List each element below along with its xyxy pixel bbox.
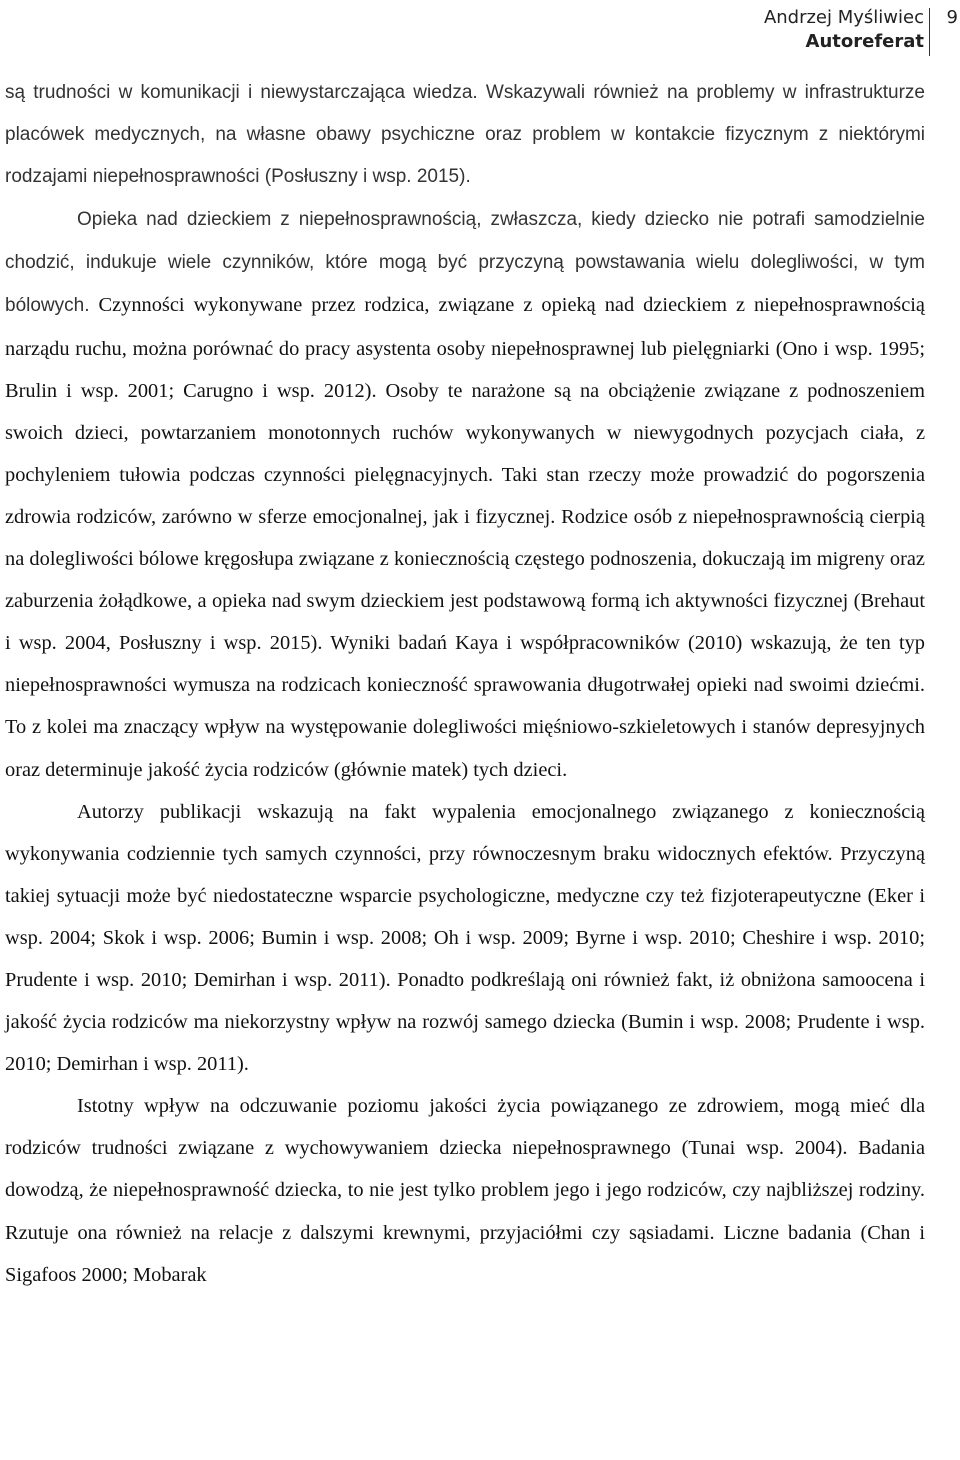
paragraph-text-sans: Opieka nad dzieckiem z niepełnosprawnością, zwłaszcza, kiedy dziecko nie potrafi samodzielnie chodzić, indukuje wiele czynników, które mogą być przyczyną powstawania wielu dolegliwości, w tym bólowych. bbox=[5, 209, 925, 317]
header-title: Autoreferat bbox=[805, 31, 924, 52]
paragraph-care-burden bbox=[5, 198, 925, 790]
paragraph-text: Czynności wykonywane przez rodzica, związane z opieką nad dzieckiem z niepełnosprawnością narządu ruchu, można porównać do pracy asystenta osoby niepełnosprawnej lub pielęgniarki (Ono i wsp. 1995; Brulin i wsp. 2001; Carugno i wsp. 2012). Osoby te narażone są na obciążenie związane z podnoszeniem swoich dzieci, powtarzaniem monotonnych ruchów wykonywanych w niewygodnych pozycjach ciała, z pochyleniem tułowia podczas czynności pielęgnacyjnych. Taki stan rzeczy może prowadzić do pogorszenia zdrowia rodziców, zarówno w sferze emocjonalnej, jak i fizycznej. Rodzice osób z niepełnosprawnością cierpią na dolegliwości bólowe kręgosłupa związane z koniecznością częstego podnoszenia, dokuczają im migreny oraz zaburzenia żołądkowe, a opieka nad swym dzieckiem jest podstawową formą ich aktywności fizycznej (Brehaut i wsp. 2004, Posłuszny i wsp. 2015). Wyniki badań Kaya i współpracowników (2010) wskazują, że ten typ niepełnosprawności wymusza na rodzicach konieczność sprawowania długotrwałej opieki nad swoimi dziećmi. To z kolei ma znaczący wpływ na występowanie dolegliwości mięśniowo-szkieletowych i stanów depresyjnych oraz determinuje jakość życia rodziców (głównie matek) tych dzieci. bbox=[5, 294, 925, 781]
page-number: 9 bbox=[946, 7, 958, 28]
paragraph-text: Istotny wpływ na odczuwanie poziomu jakości życia powiązanego ze zdrowiem, mogą mieć dla rodziców trudności związane z wychowywaniem dziecka niepełnosprawnego (Tunai wsp. 2004). Badania dowodzą, że niepełnosprawność dziecka, to nie jest tylko problem jego i jego rodziców, czy najbliższej rodziny. Rzutuje ona również na relacje z dalszymi krewnymi, przyjaciółmi czy sąsiadami. Liczne badania (Chan i Sigafoos 2000; Mobarak bbox=[5, 1095, 925, 1286]
header-author: Andrzej Myśliwiec bbox=[763, 7, 924, 28]
paragraph-text: Autorzy publikacji wskazują na fakt wypalenia emocjonalnego związanego z koniecznością wykonywania codziennie tych samych czynności, przy równoczesnym braku widocznych efektów. Przyczyną takiej sytuacji może być niedostateczne wsparcie psychologiczne, medyczne czy też fizjoterapeutyczne (Eker i wsp. 2004; Skok i wsp. 2006; Bumin i wsp. 2008; Oh i wsp. 2009; Byrne i wsp. 2010; Cheshire i wsp. 2010; Prudente i wsp. 2010; Demirhan i wsp. 2011). Ponadto podkreślają oni również fakt, iż obniżona samoocena i jakość życia rodziców ma niekorzystny wpływ na rozwój samego dziecka (Bumin i wsp. 2008; Prudente i wsp. 2010; Demirhan i wsp. 2011). bbox=[5, 800, 925, 1076]
header-divider bbox=[929, 8, 930, 56]
paragraph-text: są trudności w komunikacji i niewystarczająca wiedza. Wskazywali również na problemy w infrastrukturze placówek medycznych, na własne obawy psychiczne oraz problem w kontakcie fizycznym z niektórymi rodzajami niepełnosprawności (Posłuszny i wsp. 2015). bbox=[5, 82, 925, 188]
document-body bbox=[5, 72, 925, 1296]
page-header bbox=[0, 4, 960, 58]
paragraph-quality-of-life bbox=[5, 1085, 925, 1295]
running-header bbox=[764, 6, 924, 54]
paragraph-emotional-burnout bbox=[5, 791, 925, 1086]
paragraph-continuation bbox=[5, 72, 925, 198]
